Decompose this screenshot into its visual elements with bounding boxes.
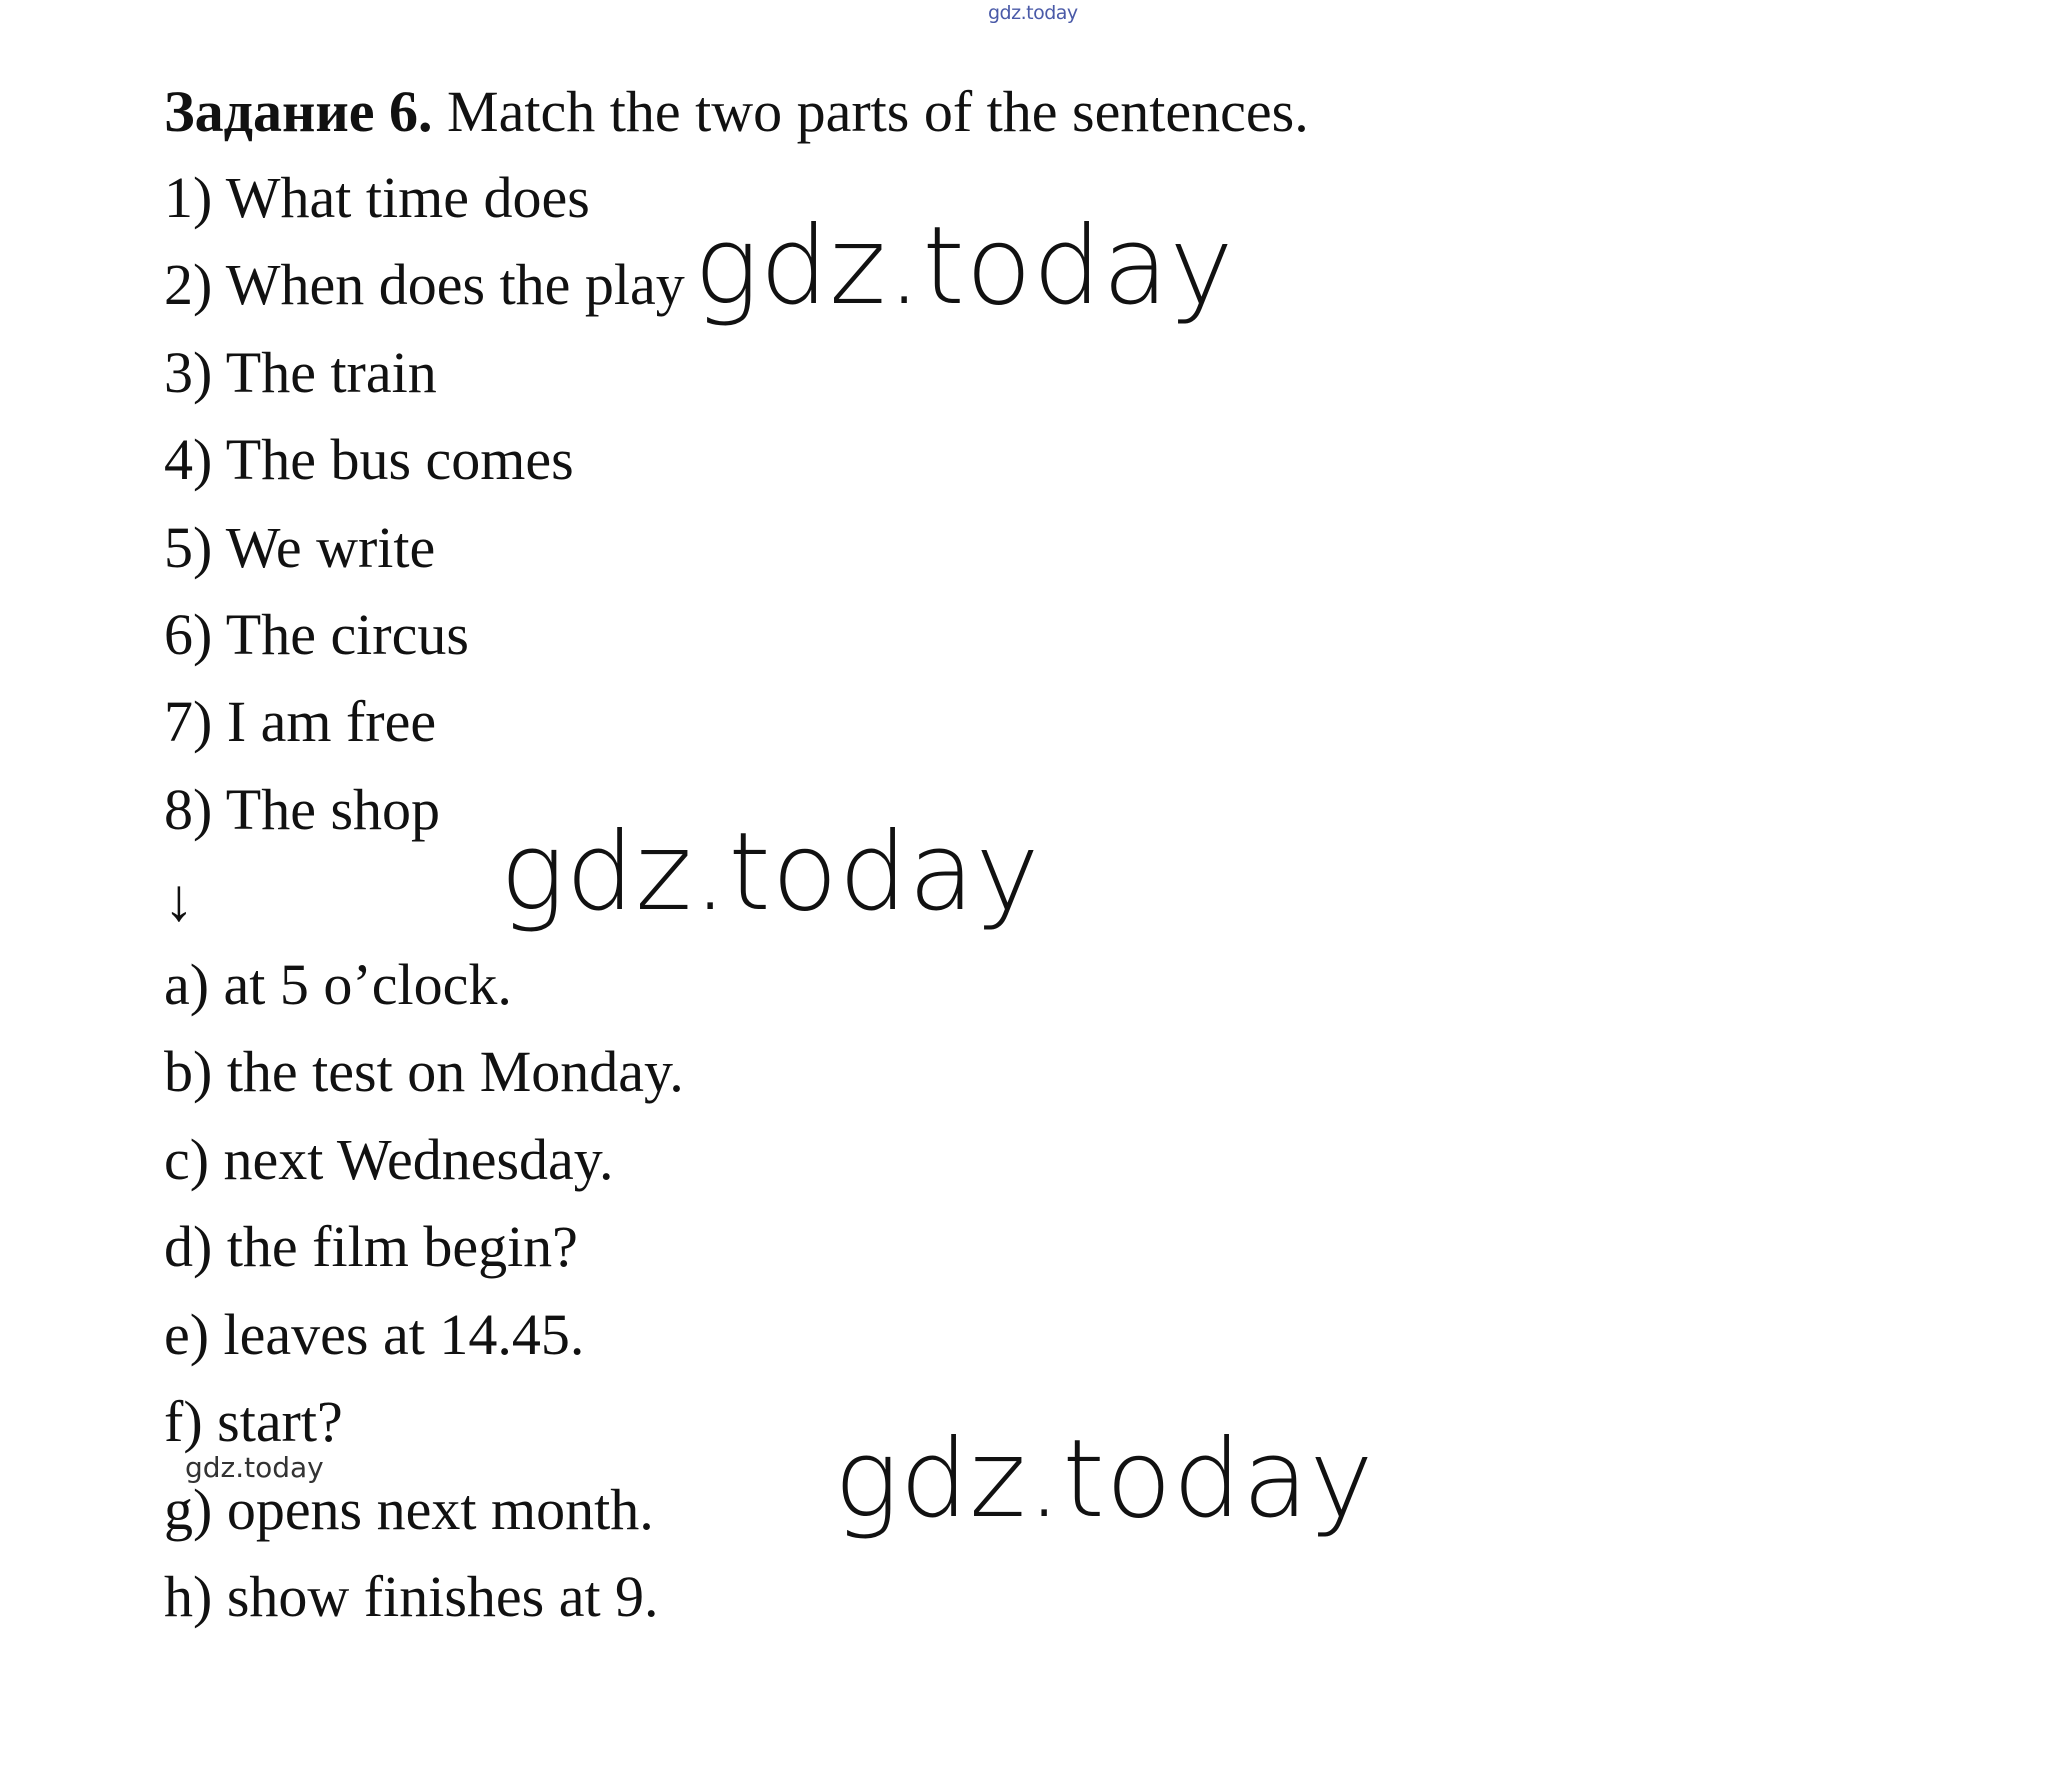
second-part-item: h) show finishes at 9. <box>164 1564 659 1629</box>
first-part-item: 1) What time does <box>164 165 590 230</box>
task-label: Задание 6. <box>164 79 433 144</box>
watermark-text: gdz.today <box>185 1451 324 1484</box>
first-part-item: 7) I am free <box>164 689 437 754</box>
first-part-item: 5) We write <box>164 515 436 580</box>
second-part-item: d) the film begin? <box>164 1214 578 1279</box>
first-part-item: 4) The bus comes <box>164 427 574 492</box>
top-watermark: gdz.today <box>988 2 1078 24</box>
first-part-item: 2) When does the play <box>164 252 685 317</box>
first-part-item: 8) The shop <box>164 777 441 842</box>
watermark-text: gdz.today <box>694 204 1235 329</box>
second-part-item: g) opens next month. <box>164 1477 654 1542</box>
task-heading <box>164 80 1309 144</box>
first-part-item: 3) The train <box>164 340 437 405</box>
second-part-item: b) the test on Monday. <box>164 1039 684 1104</box>
second-part-item: c) next Wednesday. <box>164 1127 614 1192</box>
second-part-item: f) start? <box>164 1389 343 1454</box>
second-part-item: e) leaves at 14.45. <box>164 1302 585 1367</box>
first-part-item: 6) The circus <box>164 602 469 667</box>
task-instruction: Match the two parts of the sentences. <box>432 79 1309 144</box>
second-part-item: a) at 5 o’clock. <box>164 952 512 1017</box>
watermark-text: gdz.today <box>500 810 1041 935</box>
down-arrow-icon: ↓ <box>164 867 194 933</box>
watermark-text: gdz.today <box>834 1417 1375 1542</box>
